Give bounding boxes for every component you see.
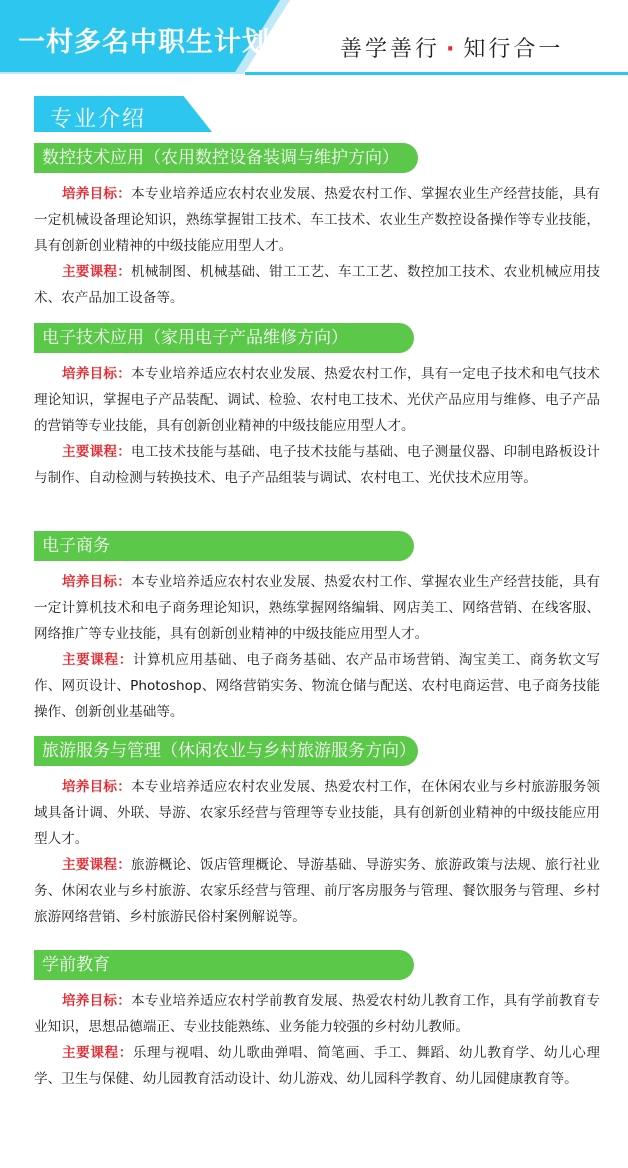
header-title: 一村多名中职生计划 [18, 27, 270, 58]
goal-text: 本专业培养适应农村农业发展、热爱农村工作、掌握农业生产经营技能，具有一定计算机技术和电子商务理论知识，熟练掌握网络编辑、网店美工、网络营销、在线客服、网络推广等专业技能，具有创新创业精神的中级技能应用型人才。 [34, 574, 601, 642]
major-goal [34, 361, 600, 439]
major-courses [34, 1040, 600, 1092]
major-goal [34, 569, 600, 647]
course-label: 主要课程： [62, 1045, 133, 1061]
major-title: 学前教育 [34, 950, 414, 980]
course-text: 机械制图、机械基础、钳工工艺、车工工艺、数控加工技术、农业机械应用技术、农产品加工设备等。 [34, 264, 601, 306]
goal-text: 本专业培养适应农村农业发展、热爱农村工作、掌握农业生产经营技能，具有一定机械设备理论知识，熟练掌握钳工技术、车工技术、农业生产数控设备操作等专业技能，具有创新创业精神的中级技能应用型人才。 [34, 186, 601, 254]
course-text: 计算机应用基础、电子商务基础、农产品市场营销、淘宝美工、商务软文写作、网页设计、Photoshop、网络营销实务、物流仓储与配送、农村电商运营、电子商务技能操作、创新创业基础等。 [34, 652, 601, 720]
major-title: 数控技术应用（农用数控设备装调与维护方向） [34, 143, 418, 173]
goal-label: 培养目标： [62, 779, 132, 795]
page-header [0, 0, 628, 76]
course-label: 主要课程： [62, 444, 132, 460]
major-title: 电子技术应用（家用电子产品维修方向） [34, 323, 414, 353]
course-text: 乐理与视唱、幼儿歌曲弹唱、简笔画、手工、舞蹈、幼儿教育学、幼儿心理学、卫生与保健、幼儿园教育活动设计、幼儿游戏、幼儿园科学教育、幼儿园健康教育等。 [34, 1045, 601, 1087]
major-courses [34, 647, 600, 725]
section-title: 专业介绍 [50, 107, 147, 132]
major-courses [34, 439, 600, 491]
major-title: 电子商务 [34, 531, 414, 561]
header-motto [340, 32, 563, 63]
header-underline [245, 72, 628, 75]
course-label: 主要课程： [62, 857, 132, 873]
course-text: 电工技术技能与基础、电子技术技能与基础、电子测量仪器、印制电路板设计与制作、自动检测与转换技术、电子产品组装与调试、农村电工、光伏技术应用等。 [34, 444, 601, 486]
motto-right: 知行合一 [463, 37, 564, 62]
motto-left: 善学善行 [340, 37, 441, 62]
goal-label: 培养目标： [62, 574, 132, 590]
major-courses [34, 852, 600, 930]
goal-label: 培养目标： [62, 366, 132, 382]
motto-dot: · [446, 37, 458, 62]
major-goal [34, 181, 600, 259]
goal-label: 培养目标： [62, 993, 132, 1009]
major-title: 旅游服务与管理（休闲农业与乡村旅游服务方向） [34, 736, 418, 766]
goal-text: 本专业培养适应农村农业发展、热爱农村工作，在休闲农业与乡村旅游服务领域具备计调、外联、导游、农家乐经营与管理等专业技能，具有创新创业精神的中级技能应用型人才。 [34, 779, 601, 847]
course-label: 主要课程： [62, 652, 133, 668]
major-goal [34, 988, 600, 1040]
goal-text: 本专业培养适应农村农业发展、热爱农村工作，具有一定电子技术和电气技术理论知识，掌握电子产品装配、调试、检验、农村电工技术、光伏产品应用与维修、电子产品的营销等专业技能，具有创新创业精神的中级技能应用型人才。 [34, 366, 601, 434]
course-label: 主要课程： [62, 264, 132, 280]
goal-label: 培养目标： [62, 186, 132, 202]
major-courses [34, 259, 600, 311]
goal-text: 本专业培养适应农村学前教育发展、热爱农村幼儿教育工作，具有学前教育专业知识，思想品德端正、专业技能熟练、业务能力较强的乡村幼儿教师。 [34, 993, 601, 1035]
course-text: 旅游概论、饭店管理概论、导游基础、导游实务、旅游政策与法规、旅行社业务、休闲农业与乡村旅游、农家乐经营与管理、前厅客房服务与管理、餐饮服务与管理、乡村旅游网络营销、乡村旅游民俗村案例解说等。 [34, 857, 601, 925]
major-goal [34, 774, 600, 852]
